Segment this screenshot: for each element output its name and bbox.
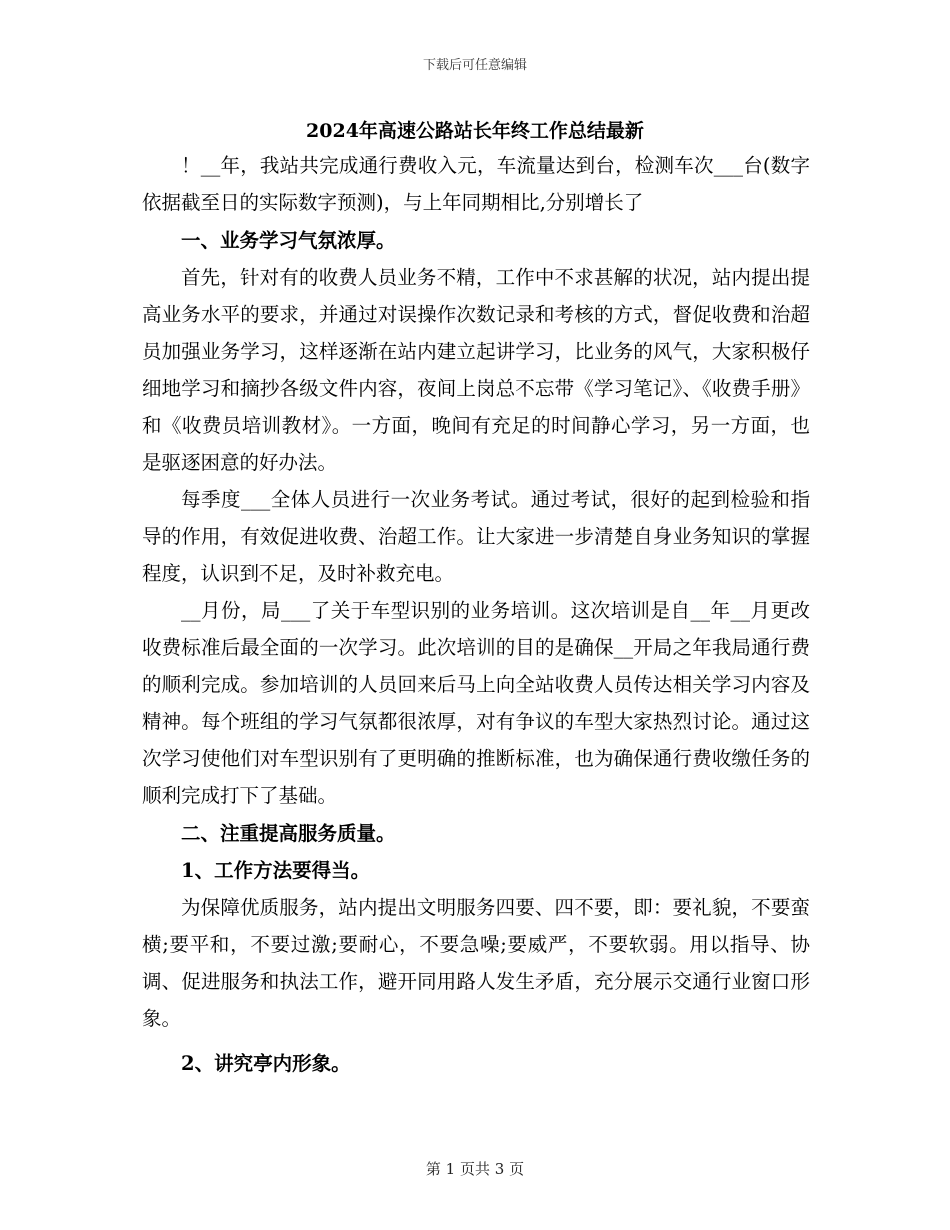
body-paragraph: __月份，局___了关于车型识别的业务培训。这次培训是自__年__月更改收费标准后最全面的一次学习。此次培训的目的是确保__开局之年我局通行费的顺利完成。参加培训的人员回来后马上向全站收费人员传达相关学习内容及精神。每个班组的学习气氛都很浓厚，对有争议的车型大家热烈讨论。通过这次学习使他们对车型识别有了更明确的推断标准，也为确保通行费收缴任务的顺利完成打下了基础。 bbox=[142, 599, 810, 807]
body-paragraph: 为保障优质服务，站内提出文明服务四要、四不要，即：要礼貌，不要蛮横;要平和，不要过激;要耐心，不要急噪;要威严，不要软弱。用以指导、协调、促进服务和执法工作，避开同用路人发生矛盾，充分展示交通行业窗口形象。 bbox=[142, 896, 810, 1030]
subsection-heading-2: 2、讲究亭内形象。 bbox=[181, 1052, 351, 1075]
section-heading-1: 一、业务学习气氛浓厚。 bbox=[181, 229, 396, 252]
document-body bbox=[142, 147, 810, 1082]
header-note: 下载后可任意编辑 bbox=[422, 58, 527, 73]
subsection-heading-1: 1、工作方法要得当。 bbox=[181, 859, 371, 882]
body-paragraph: 首先，针对有的收费人员业务不精，工作中不求甚解的状况，站内提出提高业务水平的要求，并通过对误操作次数记录和考核的方式，督促收费和治超员加强业务学习，这样逐渐在站内建立起讲学习，比业务的风气，大家积极仔细地学习和摘抄各级文件内容，夜间上岗总不忘带《学习笔记》、《收费手册》和《收费员培训教材》。一方面，晚间有充足的时间静心学习，另一方面，也是驱逐困意的好办法。 bbox=[142, 266, 810, 474]
page-footer: 第 1 页共 3 页 bbox=[425, 1160, 525, 1178]
document-title: 2024年高速公路站长年终工作总结最新 bbox=[306, 120, 644, 142]
intro-paragraph: ！__年，我站共完成通行费收入元，车流量达到台，检测车次___台(数字依据截至日的实际数字预测)，与上年同期相比,分别增长了 bbox=[142, 154, 810, 214]
section-heading-2: 二、注重提高服务质量。 bbox=[181, 822, 396, 845]
body-paragraph: 每季度___全体人员进行一次业务考试。通过考试，很好的起到检验和指导的作用，有效促进收费、治超工作。让大家进一步清楚自身业务知识的掌握程度，认识到不足，及时补救充电。 bbox=[142, 488, 810, 585]
